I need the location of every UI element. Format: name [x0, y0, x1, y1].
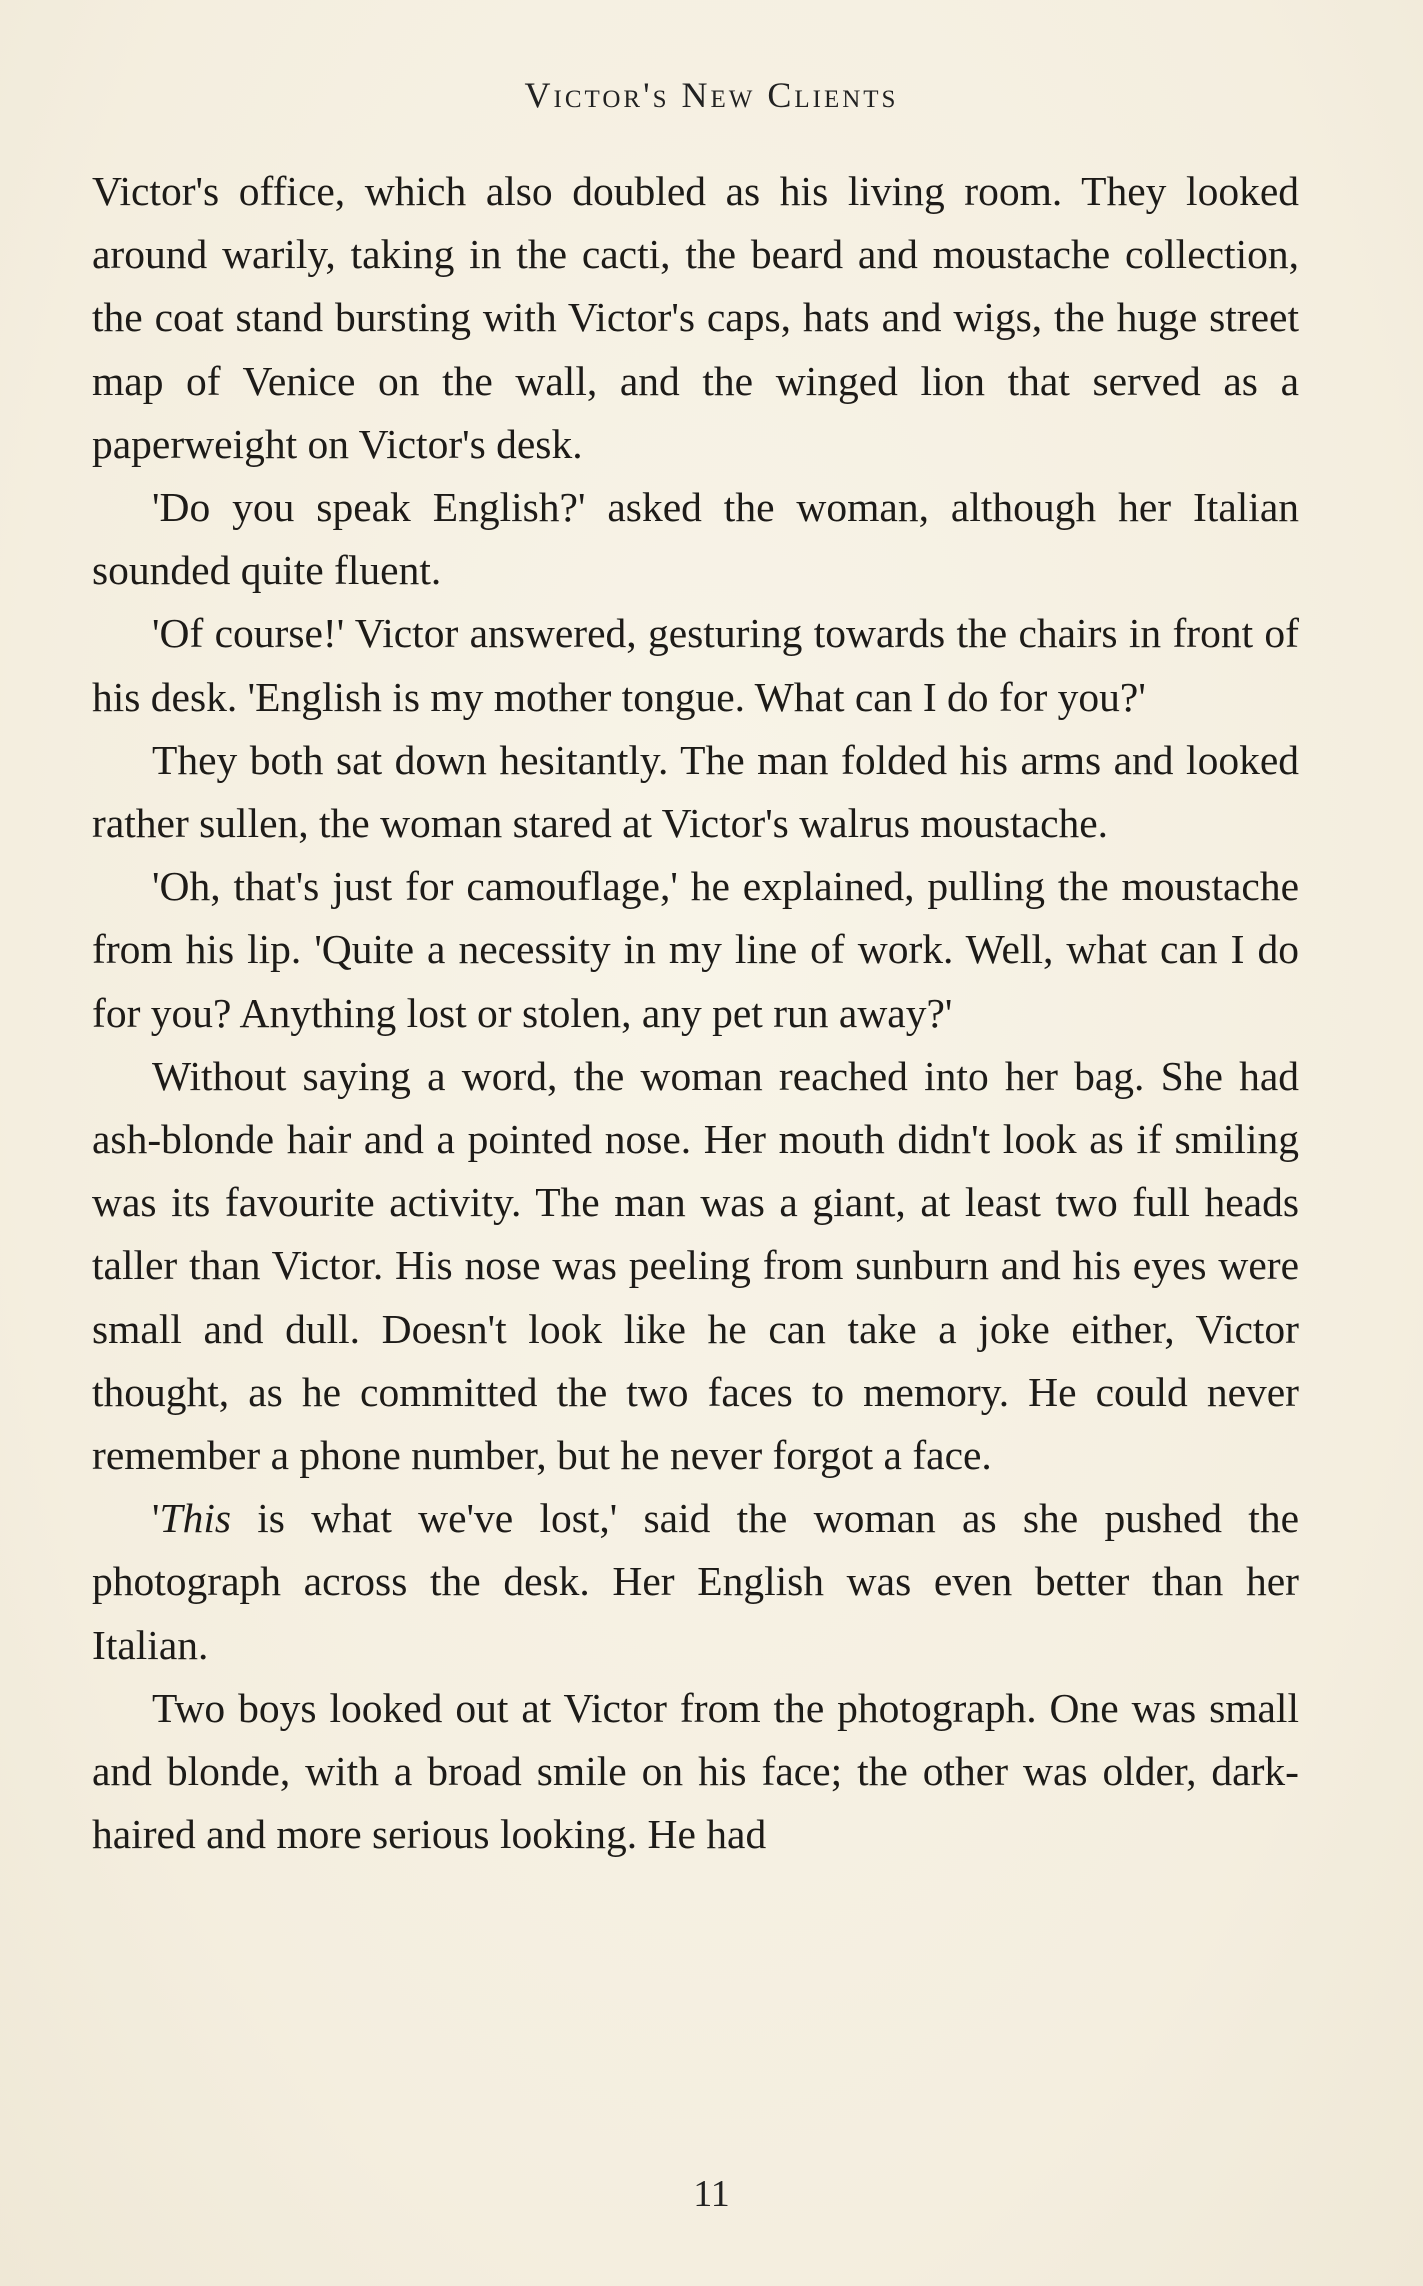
paragraph: Victor's office, which also doubled as his living room. They looked around warily, taking in the cacti, the beard and moustache collection, the coat stand bursting with Victor's caps, hats and wigs, the huge street map of Venice on the wall, and the winged lion that served as a paperweight on Victor's desk.	[92, 168, 1299, 467]
running-head: Victor's New Clients	[524, 75, 899, 115]
body-text	[92, 160, 1299, 1866]
paragraph: 'Oh, that's just for camouflage,' he explained, pulling the moustache from his lip. 'Quite a necessity in my line of work. Well, what can I do for you? Anything lost or stolen, any pet run away?'	[92, 863, 1299, 1036]
paragraph: Two boys looked out at Victor from the photograph. One was small and blonde, with a broad smile on his face; the other was older, dark-haired and more serious looking. He had	[92, 1684, 1299, 1858]
emphasis: This	[159, 1495, 231, 1542]
page-number: 11	[693, 2173, 730, 2215]
paragraph: 'Do you speak English?' asked the woman, although her Italian sounded quite fluent.	[92, 484, 1299, 594]
paragraph: Without saying a word, the woman reached into her bag. She had ash-blonde hair and a pointed nose. Her mouth didn't look as if smiling was its favourite activity. The man was a giant, at least two full heads taller than Victor. His nose was peeling from sunburn and his eyes were small and dull. Doesn't look like he can take a joke either, Victor thought, as he committed the two faces to memory. He could never remember a phone number, but he never forgot a face.	[92, 1052, 1299, 1479]
paragraph-this-italic: 'This is what we've lost,' said the woman as she pushed the photograph across the desk. Her English was even better than her Italian.	[92, 1495, 1299, 1668]
paragraph: They both sat down hesitantly. The man folded his arms and looked rather sullen, the woman stared at Victor's walrus moustache.	[92, 736, 1299, 847]
paragraph: 'Of course!' Victor answered, gesturing towards the chairs in front of his desk. 'English is my mother tongue. What can I do for you?'	[92, 610, 1299, 720]
